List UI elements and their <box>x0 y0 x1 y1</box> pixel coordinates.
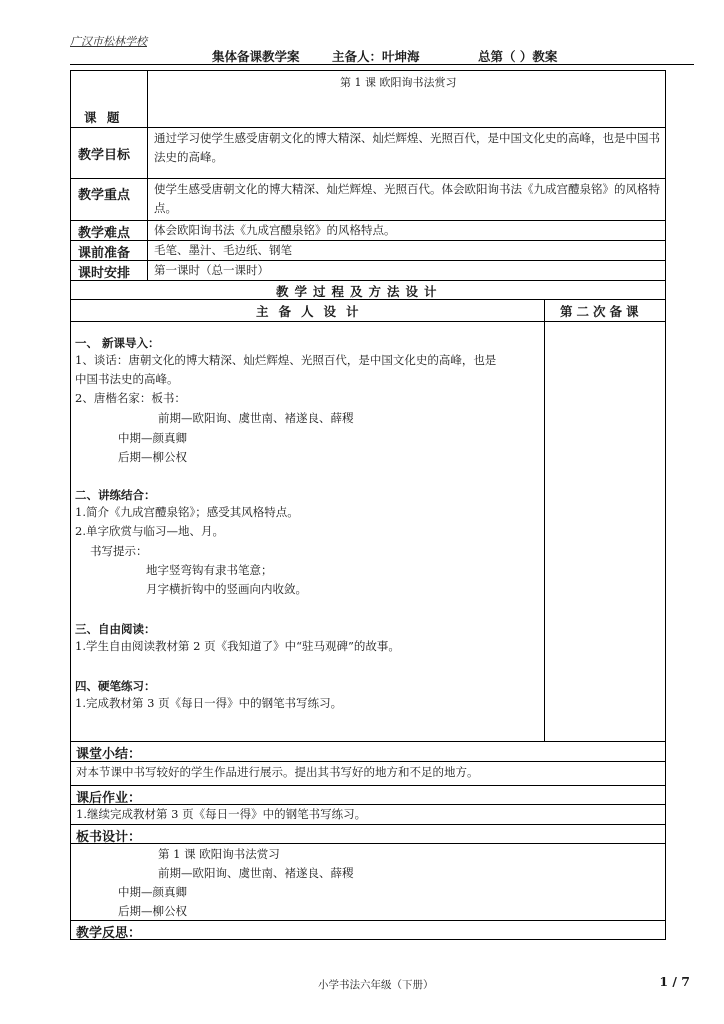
row-divider <box>70 761 666 762</box>
row-divider <box>70 741 666 742</box>
section-title: 二、讲练结合： <box>75 488 156 502</box>
section-title: 四、硬笔练习： <box>75 679 156 693</box>
prep-value: 毛笔、墨汁、毛边纸、钢笔 <box>154 243 292 257</box>
row-divider <box>70 178 666 179</box>
footer-book: 小学书法六年级（下册） <box>318 979 434 991</box>
time-label: 课时安排 <box>78 266 131 281</box>
board-line: 第 1 课 欧阳询书法赏习 <box>158 847 280 861</box>
goal-value: 通过学习使学生感受唐朝文化的博大精深、灿烂辉煌、光照百代，是中国文化史的高峰，也是中国书法史的高峰。 <box>154 131 660 164</box>
content-line: 1.简介《九成宫醴泉铭》；感受其风格特点。 <box>75 505 299 519</box>
page-number: 1 / 7 <box>659 974 690 989</box>
school-name: 广汉市松林学校 <box>70 35 147 48</box>
reflection-label: 教学反思： <box>76 926 142 941</box>
content-line: 1、谈话：唐朝文化的博大精深、灿烂辉煌、光照百代，是中国文化史的高峰，也是 <box>75 353 497 367</box>
content-line: 中期—颜真卿 <box>118 431 187 445</box>
row-divider <box>70 321 666 322</box>
row-divider <box>70 785 666 786</box>
topic-value: 第 1 课 欧阳询书法赏习 <box>340 76 457 89</box>
summary-text: 对本节课中书写较好的学生作品进行展示。提出其书写好的地方和不足的地方。 <box>76 765 479 779</box>
content-line: 1.完成教材第 3 页《每日一得》中的钢笔书写练习。 <box>75 696 343 710</box>
key-label: 教学重点 <box>78 188 131 203</box>
plan-number: 总第（ ）教案 <box>478 49 558 64</box>
section-title: 三、自由阅读： <box>75 622 156 636</box>
row-divider <box>70 127 666 128</box>
preparer-name: 主备人：叶坤海 <box>332 49 420 64</box>
content-line: 2.单字欣赏与临习—地、月。 <box>75 524 224 538</box>
homework-label: 课后作业： <box>76 791 142 806</box>
board-line: 中期—颜真卿 <box>118 885 187 899</box>
topic-label: 课 题 <box>84 110 123 125</box>
process-column-divider <box>544 299 545 741</box>
content-line: 地字竖弯钩有隶书笔意； <box>146 563 273 577</box>
document-title: 集体备课教学案 <box>212 49 300 64</box>
header-divider <box>70 64 694 65</box>
board-label: 板书设计： <box>76 830 142 845</box>
prep-label: 课前准备 <box>78 246 131 261</box>
content-line: 2、唐楷名家：板书： <box>75 391 186 405</box>
row-divider <box>70 280 666 281</box>
content-line: 中国书法史的高峰。 <box>75 372 179 386</box>
difficulty-value: 体会欧阳询书法《九成宫醴泉铭》的风格特点。 <box>154 223 396 237</box>
homework-text: 1.继续完成教材第 3 页《每日一得》中的钢笔书写练习。 <box>76 807 367 821</box>
process-title: 教学过程及方法设计 <box>276 284 443 299</box>
row-divider <box>70 843 666 844</box>
content-line: 月字横折钩中的竖画向内收敛。 <box>146 582 307 596</box>
summary-label: 课堂小结： <box>76 747 142 762</box>
section-title: 一、 新课导入： <box>75 336 160 350</box>
content-line: 1.学生自由阅读教材第 2 页《我知道了》中“驻马观碑”的故事。 <box>75 639 400 653</box>
row-divider <box>70 824 666 825</box>
key-value: 使学生感受唐朝文化的博大精深、灿烂辉煌、光照百代。体会欧阳询书法《九成宫醴泉铭》的风格特点。 <box>154 182 660 215</box>
content-line: 后期—柳公权 <box>118 450 187 464</box>
time-value: 第一课时（总一课时） <box>154 263 269 277</box>
difficulty-label: 教学难点 <box>78 226 131 241</box>
goal-label: 教学目标 <box>78 148 131 163</box>
content-line: 书写提示： <box>90 544 148 558</box>
board-line: 后期—柳公权 <box>118 904 187 918</box>
content-line: 前期—欧阳询、虞世南、褚遂良、薛稷 <box>158 411 354 425</box>
board-line: 前期—欧阳询、虞世南、褚遂良、薛稷 <box>158 866 354 880</box>
label-column-divider <box>147 70 148 280</box>
main-design-heading: 主备人设计 <box>256 304 369 319</box>
second-prep-heading: 第二次备课 <box>560 304 643 319</box>
